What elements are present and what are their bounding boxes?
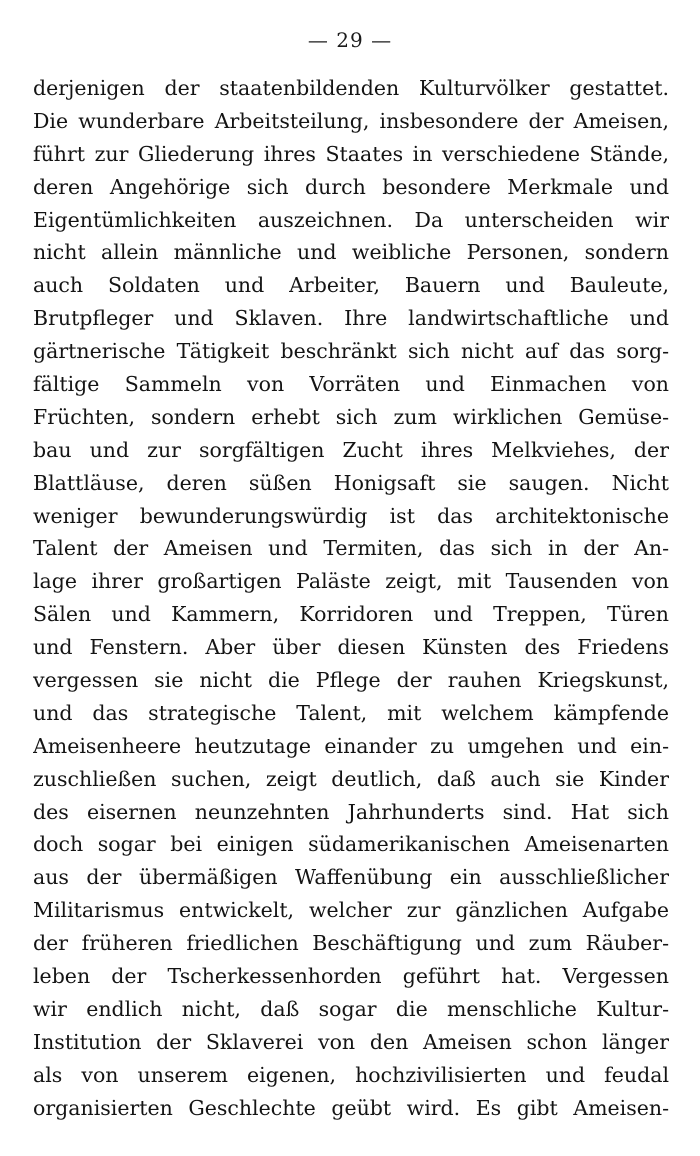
text-line: Brutpfleger und Sklaven. Ihre landwirtschaftliche und <box>33 306 669 331</box>
body-text <box>33 72 669 1125</box>
text-line: Talent der Ameisen und Termiten, das sich in der An- <box>33 536 669 561</box>
text-line: Eigentümlichkeiten auszeichnen. Da unterscheiden wir <box>33 207 669 232</box>
text-line: auch Soldaten und Arbeiter, Bauern und Bauleute, <box>33 273 669 298</box>
text-line: der früheren friedlichen Beschäftigung und zum Räuber- <box>33 931 669 956</box>
page-number: — 29 — <box>307 28 393 52</box>
text-line: Militarismus entwickelt, welcher zur gänzlichen Aufgabe <box>33 898 669 923</box>
text-line: aus der übermäßigen Waffenübung ein ausschließlicher <box>33 865 669 890</box>
text-line: weniger bewunderungswürdig ist das architektonische <box>33 503 669 528</box>
text-line: zuschließen suchen, zeigt deutlich, daß auch sie Kinder <box>33 766 669 791</box>
text-line: doch sogar bei einigen südamerikanischen Ameisenarten <box>33 832 669 857</box>
text-line: wir endlich nicht, daß sogar die menschliche Kultur- <box>33 996 669 1021</box>
text-line: Sälen und Kammern, Korridoren und Treppen, Türen <box>33 602 669 627</box>
text-line: lage ihrer großartigen Paläste zeigt, mit Tausenden von <box>33 569 669 594</box>
text-line: und das strategische Talent, mit welchem kämpfende <box>33 700 669 725</box>
text-line: vergessen sie nicht die Pflege der rauhen Kriegskunst, <box>33 668 669 693</box>
text-line: als von unserem eigenen, hochzivilisierten und feudal <box>33 1062 669 1087</box>
text-line: Früchten, sondern erhebt sich zum wirklichen Gemüse- <box>33 404 669 429</box>
text-line: und Fenstern. Aber über diesen Künsten des Friedens <box>33 635 669 660</box>
text-line: nicht allein männliche und weibliche Personen, sondern <box>33 240 669 265</box>
text-line: Ameisenheere heutzutage einander zu umgehen und ein- <box>33 733 669 758</box>
text-line: Institution der Sklaverei von den Ameisen schon länger <box>33 1029 669 1054</box>
text-line: leben der Tscherkessenhorden geführt hat. Vergessen <box>33 964 669 989</box>
text-line: derjenigen der staatenbildenden Kulturvölker gestattet. <box>33 76 669 100</box>
text-line: bau und zur sorgfältigen Zucht ihres Melkviehes, der <box>33 437 669 462</box>
text-line: Blattläuse, deren süßen Honigsaft sie saugen. Nicht <box>33 470 669 495</box>
text-line: fältige Sammeln von Vorräten und Einmachen von <box>33 372 669 397</box>
text-line: gärtnerische Tätigkeit beschränkt sich nicht auf das sorg- <box>33 339 669 364</box>
text-line: deren Angehörige sich durch besondere Merkmale und <box>33 174 669 199</box>
text-line: organisierten Geschlechte geübt wird. Es gibt Ameisen- <box>33 1095 669 1120</box>
text-line: Die wunderbare Arbeitsteilung, insbesondere der Ameisen, <box>33 108 669 133</box>
text-line: des eisernen neunzehnten Jahrhunderts sind. Hat sich <box>33 799 669 824</box>
text-line: führt zur Gliederung ihres Staates in verschiedene Stände, <box>33 141 669 166</box>
